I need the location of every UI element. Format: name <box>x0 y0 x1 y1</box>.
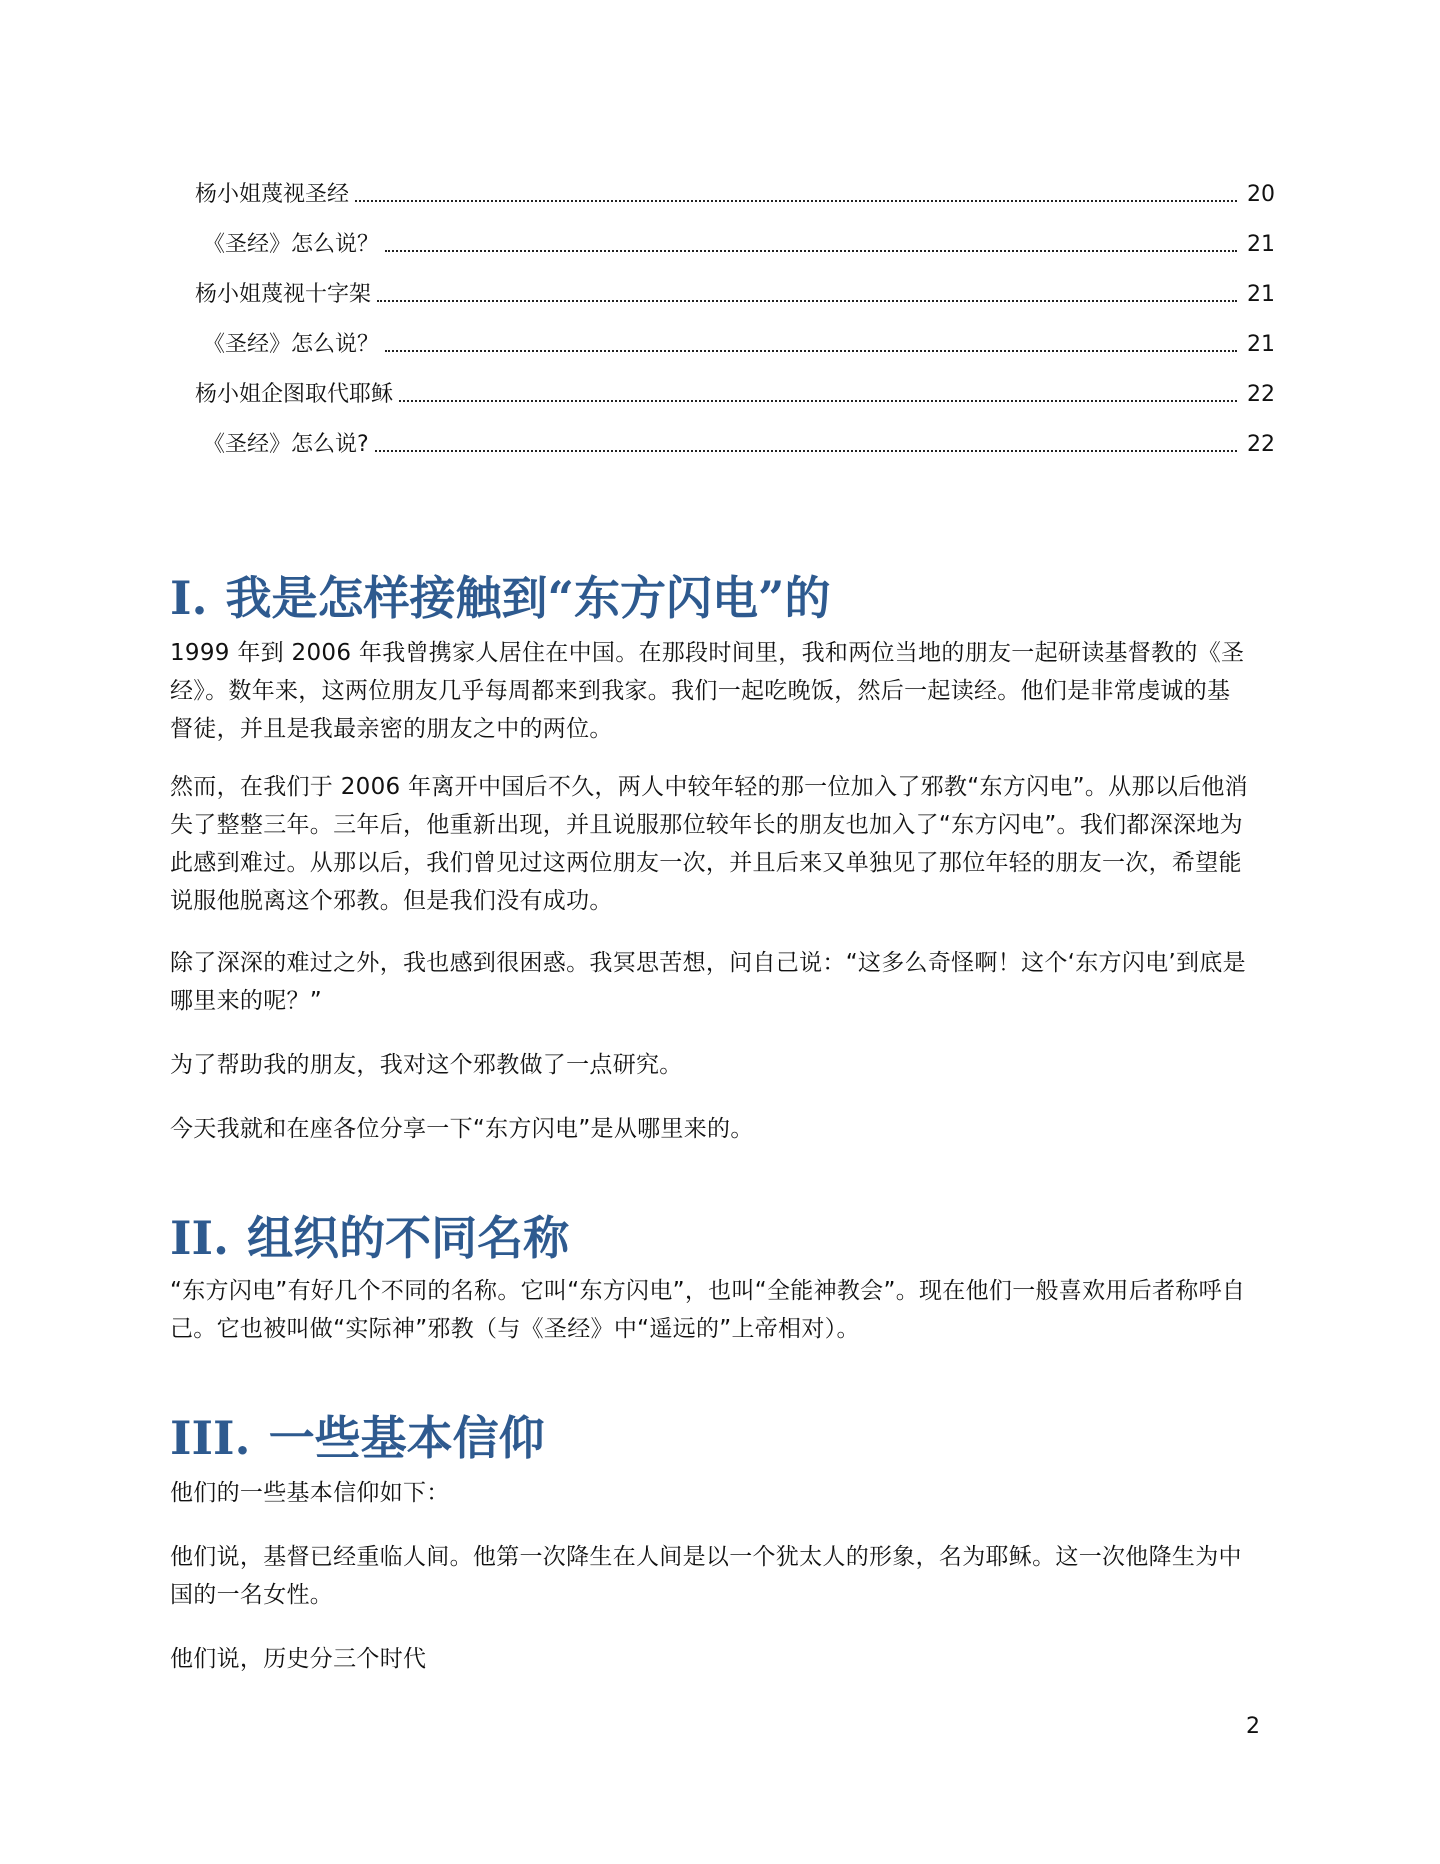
section-number: I. <box>170 571 208 625</box>
toc-leader-dots <box>385 350 1237 352</box>
section-title: 我是怎样接触到“东方闪电”的 <box>225 571 831 625</box>
table-of-contents <box>195 160 1275 460</box>
toc-leader-dots <box>375 450 1237 452</box>
toc-entry-page: 21 <box>1247 232 1275 257</box>
paragraph: “东方闪电”有好几个不同的名称。它叫“东方闪电”，也叫“全能神教会”。现在他们一般喜欢用后者称呼自己。它也被叫做“实际神”邪教（与《圣经》中“遥远的”上帝相对）。 <box>170 1278 1246 1342</box>
toc-entry-title: 《圣经》怎么说？ <box>203 230 381 260</box>
toc-leader-dots <box>355 200 1237 202</box>
toc-entry-page: 21 <box>1247 282 1275 307</box>
toc-leader-dots <box>399 400 1237 402</box>
toc-entry-page: 22 <box>1247 432 1275 457</box>
section-heading-2 <box>170 1210 569 1266</box>
toc-entry-page: 21 <box>1247 332 1275 357</box>
paragraph: 除了深深的难过之外，我也感到很困惑。我冥思苦想，问自己说：“这多么奇怪啊！这个‘东方闪电’到底是哪里来的呢？” <box>170 950 1246 1014</box>
paragraph: 为了帮助我的朋友，我对这个邪教做了一点研究。 <box>170 1052 683 1078</box>
toc-entry[interactable] <box>195 310 1275 360</box>
paragraph: 他们的一些基本信仰如下： <box>170 1480 450 1506</box>
section-heading-1 <box>170 570 830 626</box>
paragraph: 然而，在我们于 2006 年离开中国后不久，两人中较年轻的那一位加入了邪教“东方闪电”。从那以后他消失了整整三年。三年后，他重新出现，并且说服那位较年长的朋友也加入了“东方闪电”。我们都深深地为此感到难过。从那以后，我们曾见过这两位朋友一次，并且后来又单独见了那位年轻的朋友一次，希望能说服他脱离这个邪教。但是我们没有成功。 <box>170 774 1248 914</box>
toc-entry-title: 《圣经》怎么说? <box>203 430 371 460</box>
section-number: III. <box>170 1411 251 1465</box>
section-heading-3 <box>170 1410 545 1466</box>
toc-entry[interactable] <box>195 410 1275 460</box>
section-title: 组织的不同名称 <box>247 1211 570 1265</box>
toc-entry[interactable] <box>195 160 1275 210</box>
toc-entry[interactable] <box>195 360 1275 410</box>
paragraph: 今天我就和在座各位分享一下“东方闪电”是从哪里来的。 <box>170 1116 754 1142</box>
page-number: 2 <box>1246 1714 1260 1739</box>
paragraph: 他们说，历史分三个时代 <box>170 1646 427 1672</box>
paragraph: 他们说，基督已经重临人间。他第一次降生在人间是以一个犹太人的形象，名为耶稣。这一次他降生为中国的一名女性。 <box>170 1544 1242 1608</box>
toc-entry-title: 《圣经》怎么说？ <box>203 330 381 360</box>
toc-entry[interactable] <box>195 260 1275 310</box>
toc-entry-page: 20 <box>1247 182 1275 207</box>
paragraph: 1999 年到 2006 年我曾携家人居住在中国。在那段时间里，我和两位当地的朋友一起研读基督教的《圣经》。数年来，这两位朋友几乎每周都来到我家。我们一起吃晚饭，然后一起读经。他们是非常虔诚的基督徒，并且是我最亲密的朋友之中的两位。 <box>170 640 1245 742</box>
section-number: II. <box>170 1211 230 1265</box>
toc-entry-page: 22 <box>1247 382 1275 407</box>
toc-entry-title: 杨小姐蔑视圣经 <box>195 180 351 210</box>
toc-leader-dots <box>385 250 1237 252</box>
toc-leader-dots <box>377 300 1237 302</box>
toc-entry-title: 杨小姐蔑视十字架 <box>195 280 373 310</box>
toc-entry[interactable] <box>195 210 1275 260</box>
toc-entry-title: 杨小姐企图取代耶稣 <box>195 380 395 410</box>
section-title: 一些基本信仰 <box>268 1411 545 1465</box>
